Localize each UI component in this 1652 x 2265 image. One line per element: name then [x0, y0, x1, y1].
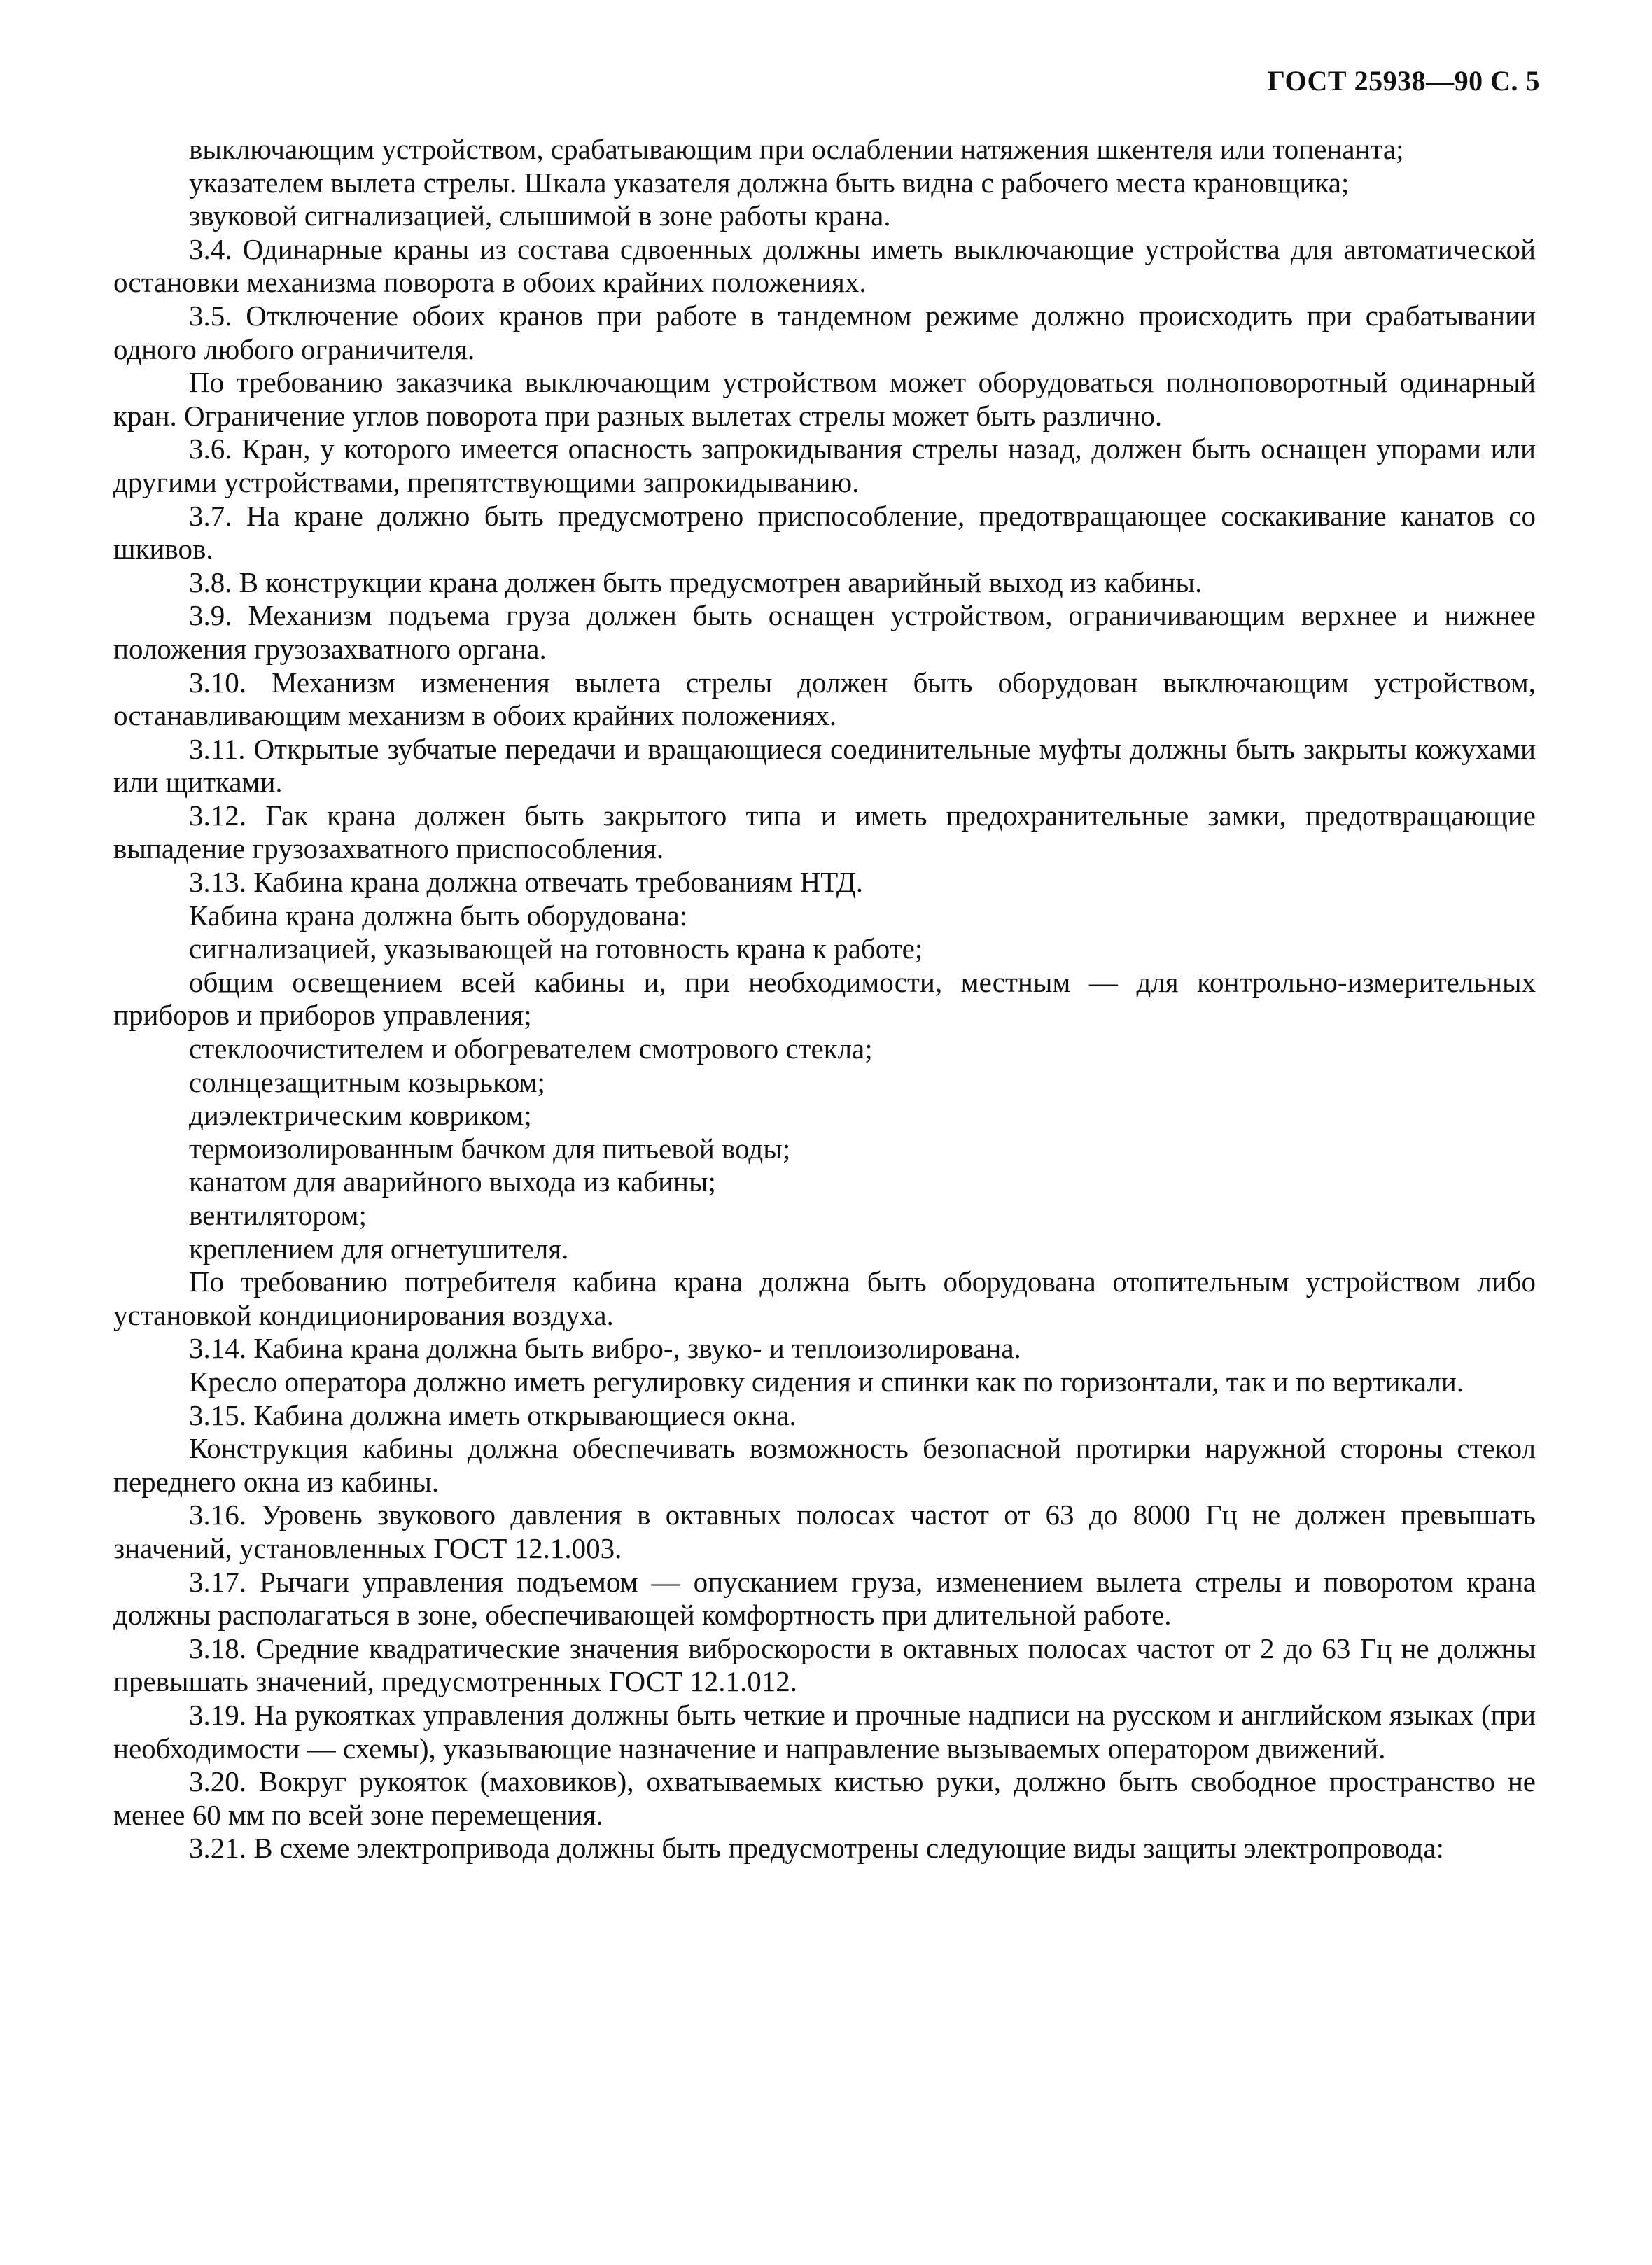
clause-3-6: 3.6. Кран, у которого имеется опасность запрокидывания стрелы назад, должен быть оснащен упорами или другими устройствами, препятствующими запрокидыванию. — [113, 433, 1536, 498]
list-item-fan: вентилятором; — [189, 1199, 367, 1231]
clause-3-19: 3.19. На рукоятках управления должны быть четкие и прочные надписи на русском и английском языках (при необходимости — схемы), указывающие назначение и направление вызываемых оператором движений. — [113, 1698, 1536, 1765]
list-item-water-tank: термоизолированным бачком для питьевой воды; — [189, 1132, 791, 1165]
paragraph-operator-seat: Кресло оператора должно иметь регулировку сидения и спинки как по горизонтали, так и по вертикали. — [189, 1365, 1464, 1398]
document-body — [113, 133, 1536, 1865]
clause-3-4: 3.4. Одинарные краны из состава сдвоенных должны иметь выключающие устройства для автоматической остановки механизма поворота в обоих крайних положениях. — [113, 232, 1536, 299]
clause-3-7: 3.7. На кране должно быть предусмотрено приспособление, предотвращающее соскакивание канатов со шкивов. — [113, 499, 1536, 566]
list-item-extinguisher-mount: креплением для огнетушителя. — [189, 1232, 569, 1265]
list-item-dielectric-mat: диэлектрическим ковриком; — [189, 1099, 532, 1132]
clause-3-16: 3.16. Уровень звукового давления в октавных полосах частот от 63 до 8000 Гц не должен превышать значений, установленных ГОСТ 12.1.003. — [113, 1499, 1536, 1564]
list-item-wiper-heater: стеклоочистителем и обогревателем смотрового стекла; — [189, 1032, 873, 1065]
clause-3-10: 3.10. Механизм изменения вылета стрелы должен быть оборудован выключающим устройством, останавливающим механизм в обоих крайних положениях. — [113, 666, 1536, 732]
clause-3-17: 3.17. Рычаги управления подъемом — опусканием груза, изменением вылета стрелы и поворотом крана должны располагаться в зоне, обеспечивающей комфортность при длительной работе. — [113, 1565, 1536, 1632]
clause-3-13: 3.13. Кабина крана должна отвечать требованиям НТД. — [189, 866, 863, 899]
running-header: ГОСТ 25938—90 С. 5 — [1267, 65, 1540, 97]
clause-3-12: 3.12. Гак крана должен быть закрытого типа и иметь предохранительные замки, предотвращающие выпадение грузозахватного приспособления. — [113, 799, 1536, 865]
list-item-signaling: сигнализацией, указывающей на готовность крана к работе; — [189, 932, 923, 965]
clause-3-5: 3.5. Отключение обоих кранов при работе в тандемном режиме должно происходить при срабатывании одного любого ограничителя. — [113, 299, 1536, 365]
clause-3-8: 3.8. В конструкции крана должен быть предусмотрен аварийный выход из кабины. — [189, 566, 1203, 598]
clause-3-20: 3.20. Вокруг рукояток (маховиков), охватываемых кистью руки, должно быть свободное пространство не менее 60 мм по всей зоне перемещения. — [113, 1765, 1536, 1831]
clause-3-9: 3.9. Механизм подъема груза должен быть оснащен устройством, ограничивающим верхнее и нижнее положения грузозахватного органа. — [113, 599, 1536, 665]
clause-3-21: 3.21. В схеме электропривода должны быть предусмотрены следующие виды защиты электропровода: — [189, 1832, 1444, 1865]
paragraph-boom-reach-indicator: указателем вылета стрелы. Шкала указателя должна быть видна с рабочего места крановщика; — [189, 166, 1350, 199]
paragraph-customer-request: По требованию заказчика выключающим устройством может оборудоваться полноповоротный одинарный кран. Ограничение углов поворота при разных вылетах стрелы может быть различно. — [113, 366, 1536, 432]
paragraph-cabin-equipment: Кабина крана должна быть оборудована: — [189, 899, 688, 932]
paragraph-sound-signal: звуковой сигнализацией, слышимой в зоне работы крана. — [189, 199, 891, 232]
clause-3-11: 3.11. Открытые зубчатые передачи и вращающиеся соединительные муфты должны быть закрыты кожухами или щитками. — [113, 732, 1536, 799]
list-item-emergency-rope: канатом для аварийного выхода из кабины; — [189, 1165, 716, 1198]
clause-3-14: 3.14. Кабина крана должна быть вибро-, звуко- и теплоизолирована. — [189, 1332, 1021, 1365]
clause-3-18: 3.18. Средние квадратические значения виброскорости в октавных полосах частот от 2 до 63 Гц не должны превышать значений, предусмотренных ГОСТ 12.1.012. — [113, 1632, 1536, 1698]
paragraph-continuation-limit-switch: выключающим устройством, срабатывающим при ослаблении натяжения шкентеля или топенанта; — [189, 133, 1404, 165]
list-item-lighting: общим освещением всей кабины и, при необходимости, местным — для контрольно-измерительных приборов и приборов управления; — [113, 965, 1536, 1032]
clause-3-15: 3.15. Кабина должна иметь открывающиеся окна. — [189, 1398, 797, 1431]
list-item-sun-visor: солнцезащитным козырьком; — [189, 1065, 545, 1098]
paragraph-window-cleaning: Конструкция кабины должна обеспечивать возможность безопасной протирки наружной стороны стекол переднего окна из кабины. — [113, 1432, 1536, 1498]
paragraph-heating-ac: По требованию потребителя кабина крана должна быть оборудована отопительным устройством либо установкой кондиционирования воздуха. — [113, 1265, 1536, 1331]
